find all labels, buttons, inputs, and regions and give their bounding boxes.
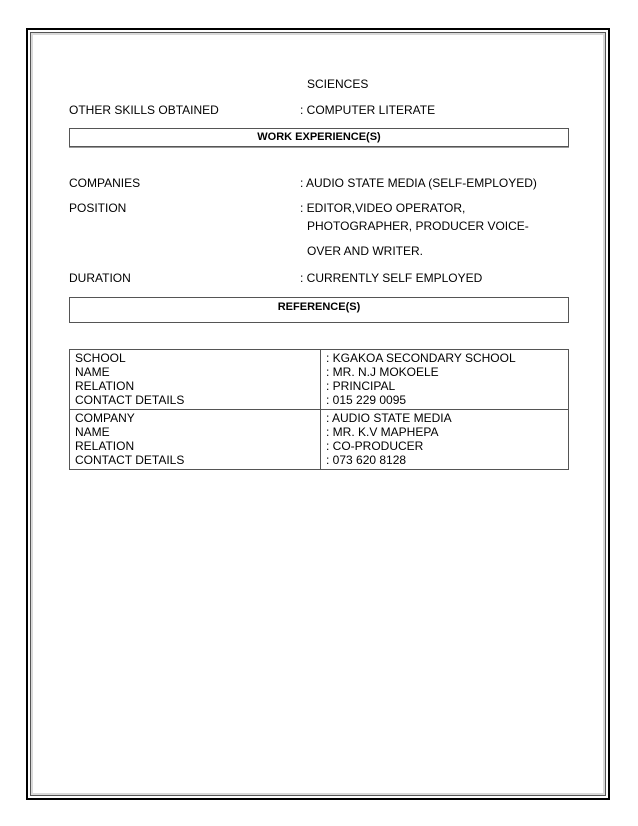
duration-value: : CURRENTLY SELF EMPLOYED (300, 271, 483, 285)
reference-values (321, 410, 569, 470)
duration-label: DURATION (69, 271, 131, 285)
reference-value: : MR. K.V MAPHEPA (326, 425, 439, 439)
reference-label: NAME (75, 425, 110, 439)
position-line-2: PHOTOGRAPHER, PRODUCER VOICE- (307, 219, 529, 233)
companies-value: : AUDIO STATE MEDIA (SELF-EMPLOYED) (300, 176, 537, 190)
reference-labels (70, 350, 321, 410)
reference-label: RELATION (75, 439, 135, 453)
reference-value: : CO-PRODUCER (326, 439, 424, 453)
work-experience-heading: WORK EXPERIENCE(S) (69, 128, 569, 147)
reference-values (321, 350, 569, 410)
reference-value: : 015 229 0095 (326, 393, 407, 407)
companies-label: COMPANIES (69, 176, 141, 190)
reference-label: NAME (75, 365, 110, 379)
position-line-3: OVER AND WRITER. (307, 244, 424, 258)
reference-value: : 073 620 8128 (326, 453, 407, 467)
reference-value: : KGAKOA SECONDARY SCHOOL (326, 351, 516, 365)
position-line-1: : EDITOR,VIDEO OPERATOR, (300, 201, 466, 215)
reference-label: COMPANY (75, 411, 135, 425)
reference-label: CONTACT DETAILS (75, 393, 185, 407)
references-table (69, 349, 569, 470)
education-sciences: SCIENCES (307, 77, 369, 91)
table-row (70, 410, 569, 470)
references-heading: REFERENCE(S) (69, 297, 569, 323)
reference-label: RELATION (75, 379, 135, 393)
reference-label: CONTACT DETAILS (75, 453, 185, 467)
reference-labels (70, 410, 321, 470)
table-row (70, 350, 569, 410)
reference-label: SCHOOL (75, 351, 126, 365)
other-skills-value: : COMPUTER LITERATE (300, 103, 436, 117)
reference-value: : MR. N.J MOKOELE (326, 365, 439, 379)
other-skills-label: OTHER SKILLS OBTAINED (69, 103, 219, 117)
reference-value: : PRINCIPAL (326, 379, 396, 393)
position-label: POSITION (69, 201, 127, 215)
reference-value: : AUDIO STATE MEDIA (326, 411, 452, 425)
